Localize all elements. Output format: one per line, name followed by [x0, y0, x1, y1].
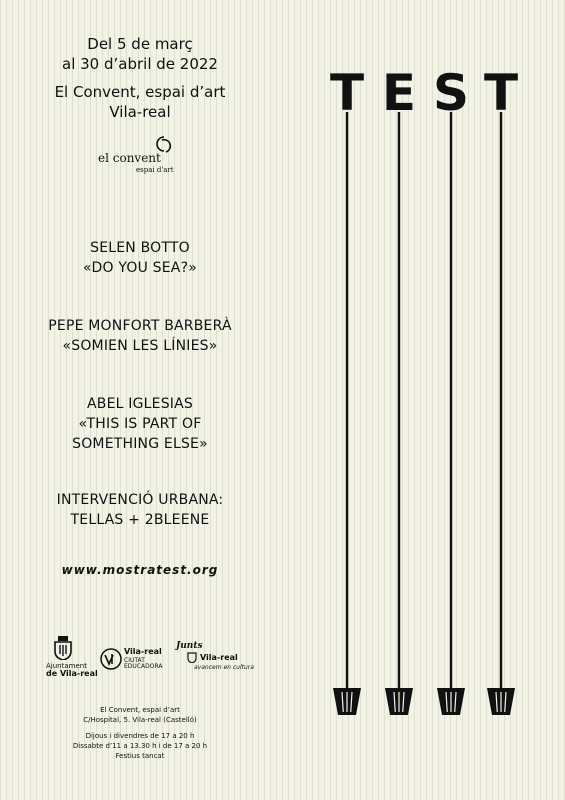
artist-3-name: ABEL IGLESIAS — [87, 396, 193, 412]
ajuntament-crest-icon — [52, 636, 74, 660]
ajuntament-line-1: Ajuntament — [46, 662, 87, 670]
junts-line-2: Vila-real — [200, 653, 238, 662]
website-link[interactable]: www.mostratest.org — [61, 563, 219, 577]
el-convent-logo — [96, 134, 186, 174]
ajuntament-line-2: de Vila-real — [46, 669, 98, 678]
test-letter-3-group — [433, 64, 469, 715]
test-letter-2-group — [382, 64, 416, 715]
venue-line-1: El Convent, espai d’art — [54, 83, 226, 101]
logo-name: el convent — [98, 151, 161, 165]
exhibition-dates — [0, 34, 280, 74]
footer-venue: El Convent, espai d’art — [100, 706, 180, 714]
artist-2-name: PEPE MONFORT BARBERÀ — [48, 318, 232, 334]
artist-1-work: «DO YOU SEA?» — [83, 260, 197, 276]
footer-hours-weekday: Dijous i divendres de 17 a 20 h — [85, 732, 195, 740]
test-letter-4-group — [484, 64, 518, 715]
sponsor-logos — [44, 636, 254, 682]
urban-intervention-artists: TELLAS + 2BLEENE — [70, 512, 210, 528]
test-letter-3: S — [432, 64, 470, 122]
artist-2-work: «SOMIEN LES LÍNIES» — [62, 338, 218, 354]
ciutat-line-3: EDUCADORA — [124, 663, 163, 670]
test-letter-1: T — [329, 64, 365, 122]
artist-block-1 — [0, 238, 280, 278]
footer-holidays: Festius tancat — [115, 752, 165, 760]
dates-line-2: al 30 d’abril de 2022 — [62, 55, 218, 73]
ciutat-line-2: CIUTAT — [124, 657, 145, 664]
junts-line-1: Junts — [176, 641, 203, 651]
test-letter-4: T — [483, 64, 519, 122]
footer-address: C/Hospital, 5. Vila-real (Castelló) — [83, 716, 197, 724]
artist-3-work-line-1: «THIS IS PART OF — [78, 416, 202, 432]
junts-line-3: avancem en cultura — [194, 664, 254, 671]
footer-hours-saturday: Dissabte d’11 a 13.30 h i de 17 a 20 h — [72, 742, 208, 750]
artist-block-4 — [0, 490, 280, 530]
dates-line-1: Del 5 de març — [87, 35, 193, 53]
venue-line-2: Vila-real — [109, 103, 171, 121]
footer-info — [0, 705, 280, 761]
junts-crest-icon — [187, 652, 197, 663]
test-letter-2: E — [381, 64, 417, 122]
test-letter-1-group — [330, 64, 364, 715]
ciutat-line-1: Vila-real — [124, 647, 162, 656]
artist-1-name: SELEN BOTTO — [90, 240, 190, 256]
urban-intervention-title: INTERVENCIÓ URBANA: — [56, 492, 224, 508]
artist-block-3 — [0, 394, 280, 454]
logo-subtitle: espai d'art — [136, 166, 174, 174]
artist-block-2 — [0, 316, 280, 356]
venue — [0, 82, 280, 122]
test-title-graphic — [320, 60, 540, 730]
artist-3-work-line-2: SOMETHING ELSE» — [72, 436, 208, 452]
ciutat-educadora-icon — [100, 648, 122, 670]
